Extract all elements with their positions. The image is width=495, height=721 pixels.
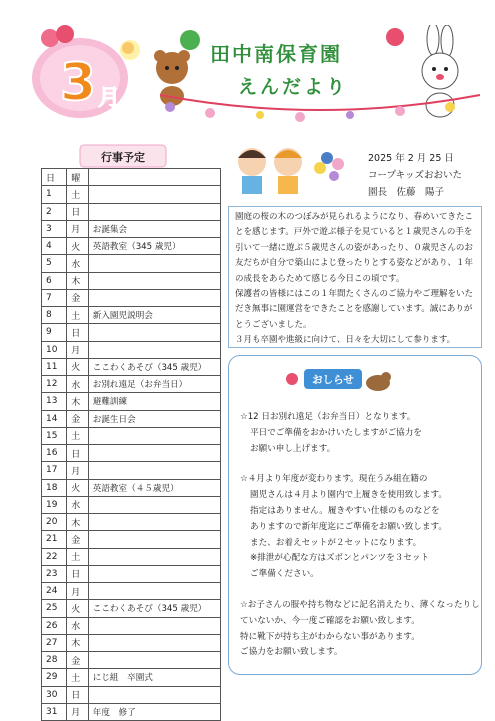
schedule-date: 23 bbox=[42, 565, 67, 582]
schedule-date: 29 bbox=[42, 669, 67, 686]
schedule-row bbox=[42, 652, 221, 669]
schedule-event bbox=[88, 255, 220, 272]
schedule-row bbox=[42, 255, 221, 272]
notice-line: ご協力をお願い致します。 bbox=[240, 647, 343, 658]
schedule-date: 18 bbox=[42, 479, 67, 496]
schedule-date: 9 bbox=[42, 324, 67, 341]
schedule-day: 日 bbox=[67, 203, 88, 220]
schedule-table bbox=[41, 168, 221, 721]
schedule-event: 英語教室（345 歳児） bbox=[88, 238, 220, 255]
schedule-date: 5 bbox=[42, 255, 67, 272]
info-block bbox=[368, 150, 462, 201]
schedule-event: にじ組 卒園式 bbox=[88, 669, 220, 686]
schedule-day: 火 bbox=[67, 479, 88, 496]
schedule-row bbox=[42, 445, 221, 462]
schedule-event: 避難訓練 bbox=[88, 393, 220, 410]
schedule-day: 木 bbox=[67, 634, 88, 651]
schedule-row bbox=[42, 289, 221, 306]
schedule-row bbox=[42, 410, 221, 427]
schedule-day: 日 bbox=[67, 445, 88, 462]
schedule-event: 年度 修了 bbox=[88, 703, 220, 720]
schedule-label: 行事予定 bbox=[101, 151, 145, 164]
schedule-event bbox=[88, 289, 220, 306]
schedule-day: 月 bbox=[67, 703, 88, 720]
schedule-date: 10 bbox=[42, 341, 67, 358]
notice-line: ※排泄が心配な方はズボンとパンツを３セット bbox=[250, 553, 430, 564]
schedule-row bbox=[42, 686, 221, 703]
schedule-row bbox=[42, 427, 221, 444]
schedule-row bbox=[42, 393, 221, 410]
schedule-day: 日 bbox=[67, 565, 88, 582]
schedule-row bbox=[42, 324, 221, 341]
notice-line: ご準備ください。 bbox=[250, 569, 319, 580]
schedule-day: 水 bbox=[67, 255, 88, 272]
schedule-row bbox=[42, 307, 221, 324]
schedule-event bbox=[88, 652, 220, 669]
notice-line: 園児さんは４月より園内で上履きを使用致します。 bbox=[250, 490, 447, 501]
schedule-row bbox=[42, 238, 221, 255]
schedule-row bbox=[42, 669, 221, 686]
schedule-date: 21 bbox=[42, 531, 67, 548]
schedule-date: 27 bbox=[42, 634, 67, 651]
newsletter-subtitle: えんだより bbox=[238, 76, 349, 98]
notice-line: ☆お子さんの服や持ち物などに記名消えたり、薄くなったりしていないか、今一度ご確認をお願い致します。 bbox=[240, 599, 480, 626]
schedule-date: 20 bbox=[42, 514, 67, 531]
schedule-row bbox=[42, 565, 221, 582]
schedule-day: 日 bbox=[67, 324, 88, 341]
notice-line: ☆12 日お別れ遠足（お弁当日）となります。 bbox=[240, 412, 416, 422]
schedule-day: 金 bbox=[67, 410, 88, 427]
schedule-event bbox=[88, 617, 220, 634]
schedule-event bbox=[88, 583, 220, 600]
schedule-row bbox=[42, 548, 221, 565]
schedule-day: 土 bbox=[67, 548, 88, 565]
schedule-day: 火 bbox=[67, 600, 88, 617]
schedule-day: 月 bbox=[67, 462, 88, 479]
schedule-row bbox=[42, 531, 221, 548]
schedule-event bbox=[88, 496, 220, 513]
schedule-event bbox=[88, 531, 220, 548]
schedule-date: 25 bbox=[42, 600, 67, 617]
schedule-row bbox=[42, 341, 221, 358]
schedule-day: 木 bbox=[67, 514, 88, 531]
schedule-day: 日 bbox=[67, 686, 88, 703]
schedule-date: 14 bbox=[42, 410, 67, 427]
schedule-day: 火 bbox=[67, 238, 88, 255]
schedule-event bbox=[88, 548, 220, 565]
schedule-row bbox=[42, 496, 221, 513]
nursery-title: 田中南保育園 bbox=[210, 42, 342, 66]
schedule-event: 新入園児説明会 bbox=[88, 307, 220, 324]
issue-date: 2025 年 2 月 25 日 bbox=[368, 153, 454, 164]
schedule-event bbox=[88, 462, 220, 479]
greeting-box bbox=[228, 206, 482, 348]
flower-garland-decoration bbox=[150, 85, 490, 125]
schedule-date: 31 bbox=[42, 703, 67, 720]
schedule-date: 6 bbox=[42, 272, 67, 289]
notice-line: また、お着えセットが２セットになります。 bbox=[250, 537, 422, 548]
schedule-date: 3 bbox=[42, 220, 67, 237]
schedule-row bbox=[42, 462, 221, 479]
schedule-day: 水 bbox=[67, 376, 88, 393]
header-date: 日 bbox=[42, 169, 67, 186]
schedule-event bbox=[88, 514, 220, 531]
notice-line: 平日でご準備をおかけいたしますがご協力を bbox=[250, 427, 422, 438]
month-kanji: 月 bbox=[98, 86, 121, 111]
schedule-event bbox=[88, 445, 220, 462]
schedule-date: 4 bbox=[42, 238, 67, 255]
schedule-row bbox=[42, 272, 221, 289]
schedule-day: 土 bbox=[67, 307, 88, 324]
schedule-header-row bbox=[42, 169, 221, 186]
schedule-event bbox=[88, 203, 220, 220]
month-badge bbox=[30, 20, 148, 120]
schedule-event bbox=[88, 686, 220, 703]
schedule-event: ここわくあそび（345 歳児） bbox=[88, 600, 220, 617]
schedule-event bbox=[88, 324, 220, 341]
schedule-row bbox=[42, 479, 221, 496]
header-event bbox=[88, 169, 220, 186]
schedule-day: 水 bbox=[67, 496, 88, 513]
schedule-row bbox=[42, 634, 221, 651]
schedule-date: 24 bbox=[42, 583, 67, 600]
schedule-date: 30 bbox=[42, 686, 67, 703]
schedule-day: 木 bbox=[67, 393, 88, 410]
schedule-day: 木 bbox=[67, 272, 88, 289]
schedule-event bbox=[88, 634, 220, 651]
notice-content bbox=[240, 410, 480, 661]
schedule-date: 22 bbox=[42, 548, 67, 565]
schedule-date: 17 bbox=[42, 462, 67, 479]
director-name: 園長 佐藤 陽子 bbox=[368, 187, 445, 198]
schedule-row bbox=[42, 617, 221, 634]
schedule-event: お誕生日会 bbox=[88, 410, 220, 427]
schedule-day: 土 bbox=[67, 427, 88, 444]
notice-line: 指定はありません。履きやすい仕様のものなどを bbox=[250, 505, 440, 516]
greeting-paragraph-3: ３月も卒園や進級に向けて、日々を大切にして参ります。 bbox=[235, 335, 456, 346]
notice-line: ありますので新年度迄にご準備をお願い致します。 bbox=[250, 521, 447, 532]
schedule-day: 金 bbox=[67, 531, 88, 548]
schedule-date: 1 bbox=[42, 186, 67, 203]
schedule-row bbox=[42, 376, 221, 393]
schedule-date: 28 bbox=[42, 652, 67, 669]
notice-line: ☆４月より年度が変わります。現在うみ組在籍の bbox=[240, 474, 428, 485]
schedule-day: 月 bbox=[67, 220, 88, 237]
schedule-row bbox=[42, 583, 221, 600]
schedule-row bbox=[42, 358, 221, 375]
schedule-date: 19 bbox=[42, 496, 67, 513]
schedule-day: 月 bbox=[67, 583, 88, 600]
schedule-date: 2 bbox=[42, 203, 67, 220]
schedule-row bbox=[42, 203, 221, 220]
schedule-event bbox=[88, 565, 220, 582]
schedule-row bbox=[42, 220, 221, 237]
schedule-date: 12 bbox=[42, 376, 67, 393]
schedule-row bbox=[42, 514, 221, 531]
schedule-event bbox=[88, 272, 220, 289]
children-with-bouquet-illustration bbox=[222, 140, 360, 196]
schedule-day: 金 bbox=[67, 289, 88, 306]
notice-label: おしらせ bbox=[312, 374, 354, 386]
schedule-label-badge bbox=[78, 143, 168, 169]
schedule-date: 7 bbox=[42, 289, 67, 306]
schedule-day: 月 bbox=[67, 341, 88, 358]
notice-line: 特に靴下が持ち主がわからない事があります。 bbox=[240, 631, 420, 642]
schedule-event bbox=[88, 186, 220, 203]
organization-name: コープキッズおおいた bbox=[368, 170, 462, 181]
greeting-paragraph-1: 園庭の桜の木のつぼみが見られるようになり、春めいてきたことを感じます。戸外で遊ぶ様子を見ていると１歳児さんの手を引いて一緒に遊ぶ５歳児さんの姿があったり、０歳児さんのお友だちが自分で築山によじ登ったりとする姿などがあり、１年の成長をあらためて感じる今日この頃です。 bbox=[235, 212, 474, 284]
schedule-date: 11 bbox=[42, 358, 67, 375]
schedule-event bbox=[88, 341, 220, 358]
notice-line: お願い申し上げます。 bbox=[250, 443, 336, 454]
schedule-event: ここわくあそび（345 歳児） bbox=[88, 358, 220, 375]
greeting-paragraph-2: 保護者の皆様にはこの１年間たくさんのご協力やご理解をいただき無事に園運営をできたことを感謝しています。誠にありがとうございました。 bbox=[235, 289, 474, 330]
schedule-date: 16 bbox=[42, 445, 67, 462]
schedule-row bbox=[42, 703, 221, 720]
schedule-event: お誕集会 bbox=[88, 220, 220, 237]
schedule-day: 金 bbox=[67, 652, 88, 669]
month-number: 3 bbox=[60, 53, 97, 113]
schedule-row bbox=[42, 186, 221, 203]
schedule-date: 15 bbox=[42, 427, 67, 444]
schedule-day: 土 bbox=[67, 669, 88, 686]
schedule-date: 26 bbox=[42, 617, 67, 634]
schedule-day: 水 bbox=[67, 617, 88, 634]
schedule-event: お別れ遠足（お弁当日） bbox=[88, 376, 220, 393]
notice-label-badge bbox=[282, 365, 394, 393]
schedule-day: 火 bbox=[67, 358, 88, 375]
header-day: 曜 bbox=[67, 169, 88, 186]
schedule-row bbox=[42, 600, 221, 617]
schedule-date: 13 bbox=[42, 393, 67, 410]
schedule-event bbox=[88, 427, 220, 444]
schedule-day: 土 bbox=[67, 186, 88, 203]
schedule-date: 8 bbox=[42, 307, 67, 324]
schedule-event: 英語教室（４５歳児） bbox=[88, 479, 220, 496]
